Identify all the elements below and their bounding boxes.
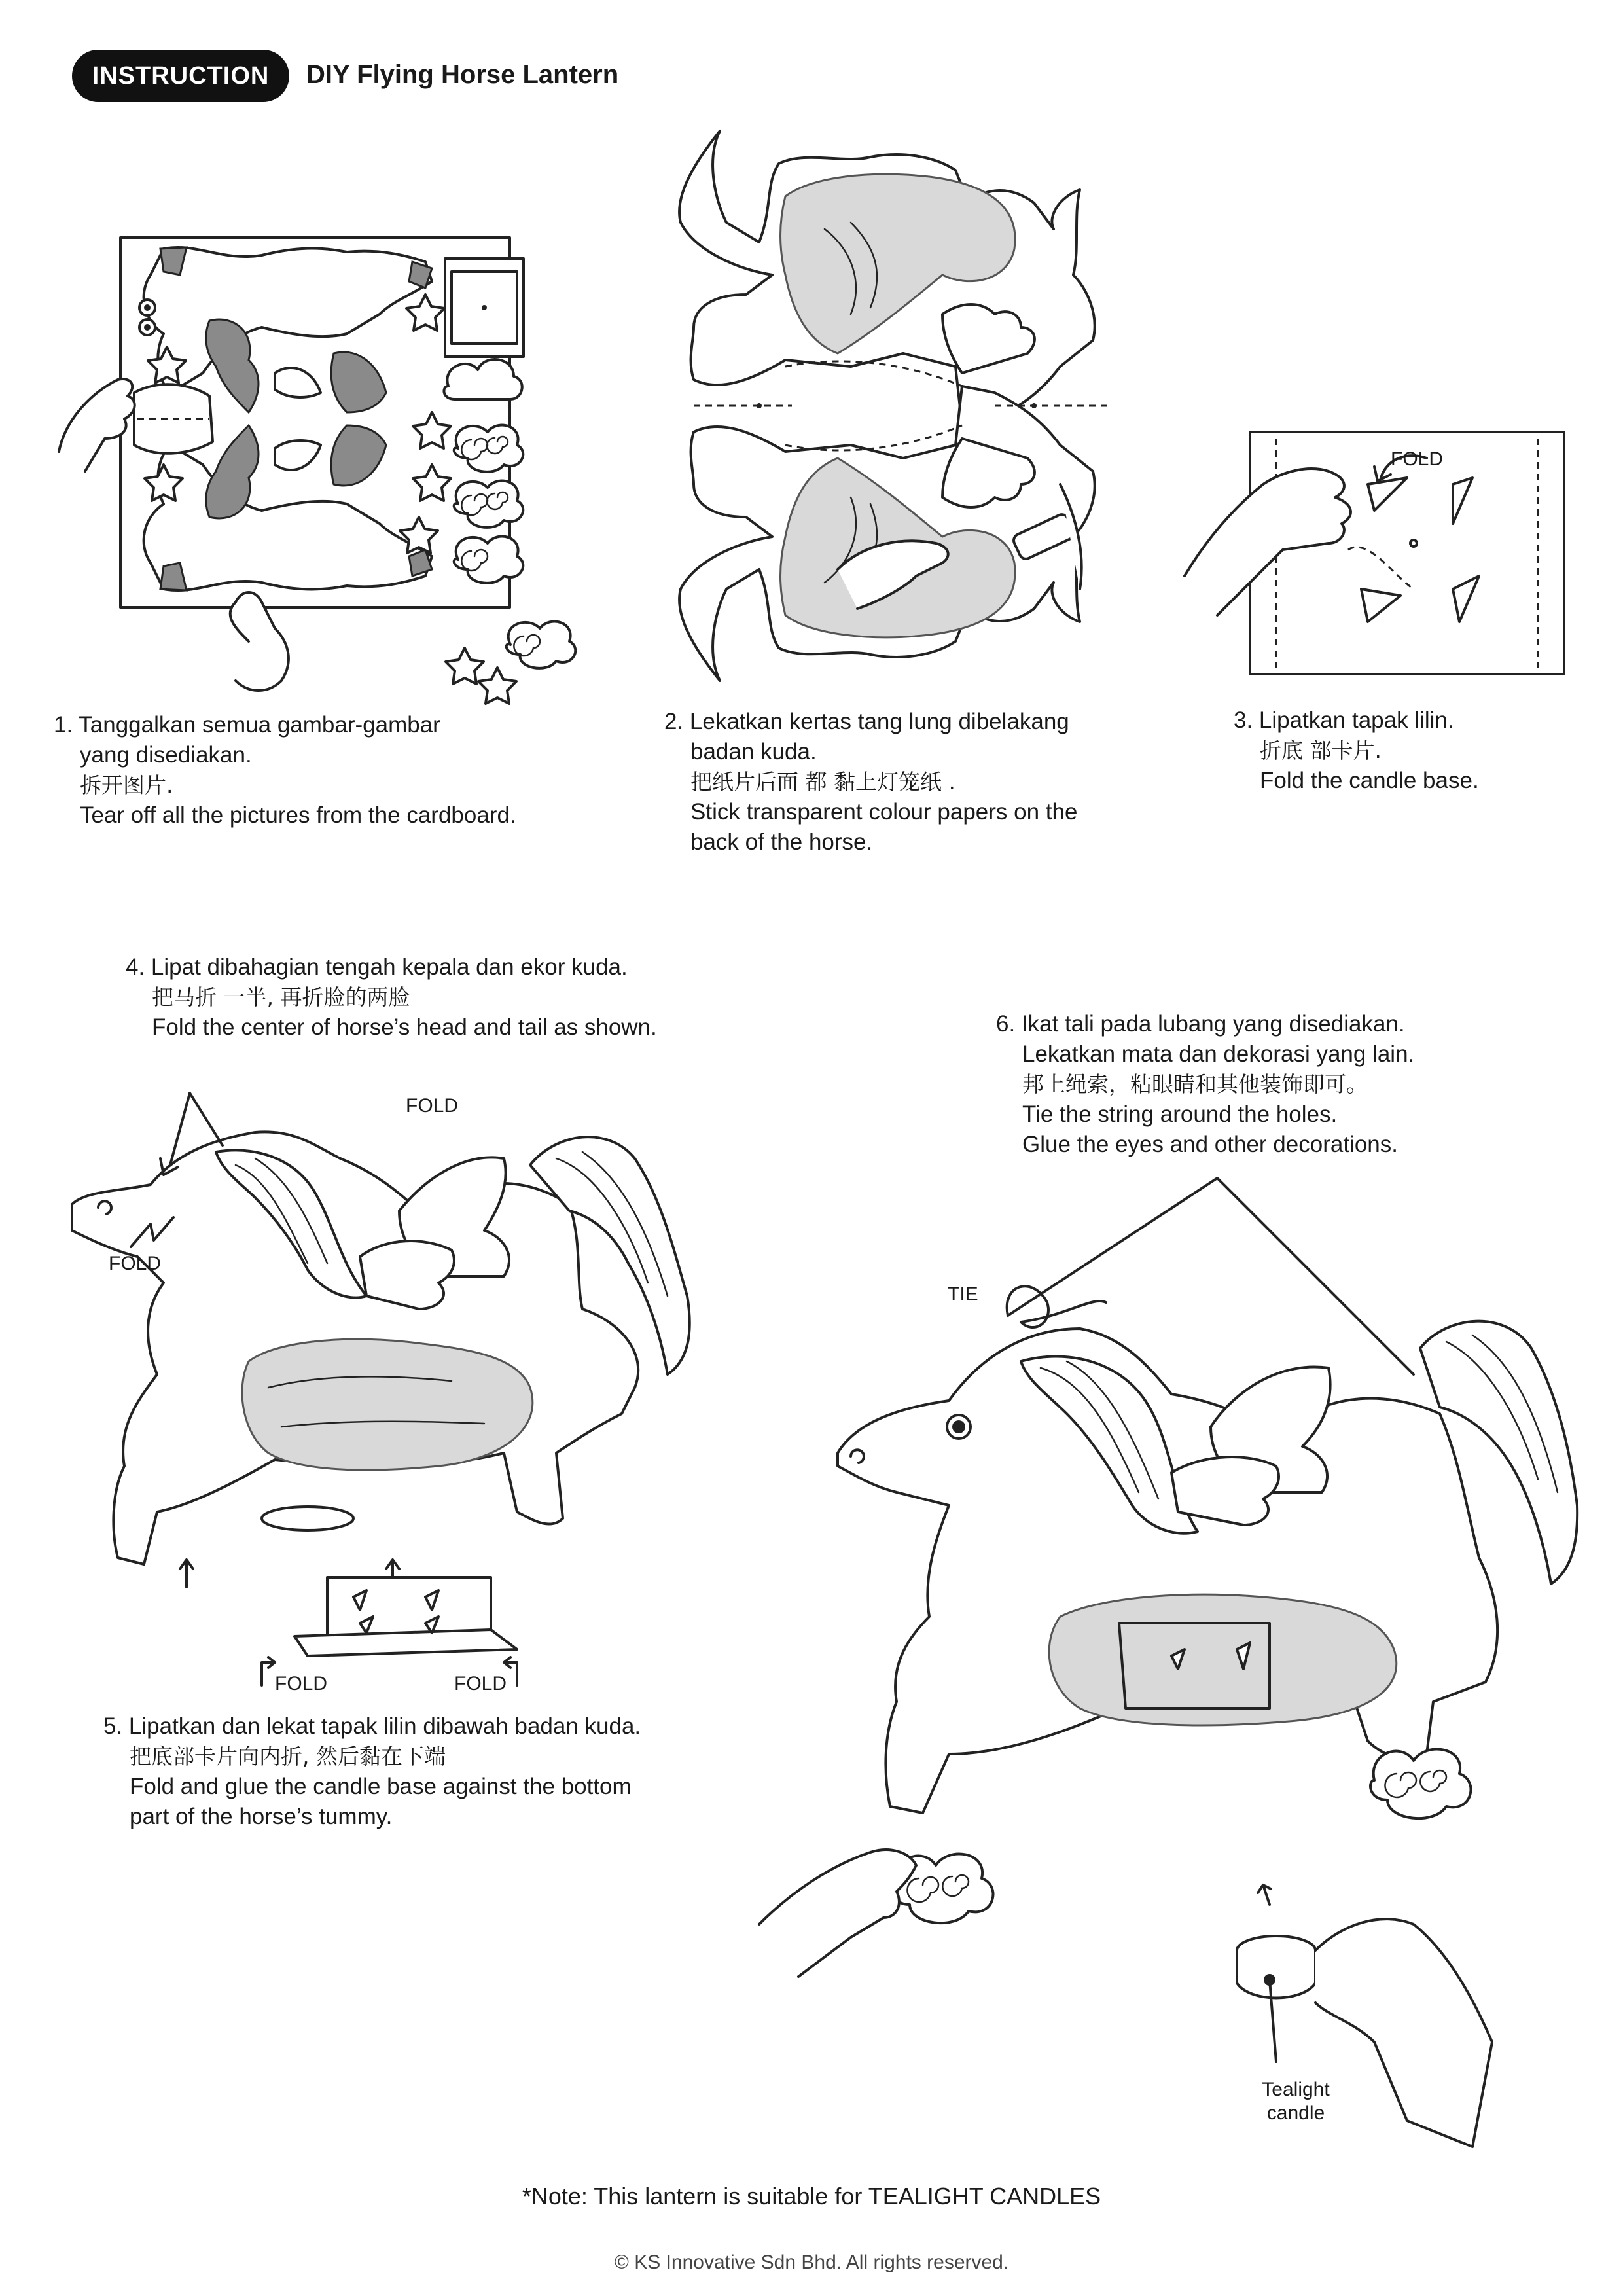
step-2-line: 2. Lekatkan kertas tang lung dibelakang — [664, 709, 1069, 734]
fold-label-base-right: FOLD — [454, 1673, 507, 1695]
step-6-line: Glue the eyes and other decorations. — [1022, 1132, 1398, 1157]
step-1-line-cn: 拆开图片. — [80, 772, 173, 798]
step-5-line: 5. Lipatkan dan lekat tapak lilin dibawah badan kuda. — [103, 1713, 641, 1739]
step-2-line: back of the horse. — [690, 829, 873, 855]
step-6-text — [996, 1009, 1414, 1160]
step-3-line: 3. Lipatkan tapak lilin. — [1234, 708, 1454, 733]
step-1-line: Tear off all the pictures from the cardboard. — [80, 802, 516, 828]
step-3-text — [1234, 706, 1479, 796]
step-6-line: Tie the string around the holes. — [1022, 1102, 1338, 1127]
step-6-line-cn: 邦上绳索，粘眼睛和其他装饰即可。 — [1022, 1071, 1368, 1097]
step-3-line-cn: 折底 部卡片. — [1260, 738, 1382, 763]
illustration-step-2 — [654, 118, 1152, 694]
step-1-line: 1. Tanggalkan semua gambar-gambar — [54, 712, 440, 738]
page-title: DIY Flying Horse Lantern — [306, 60, 619, 89]
step-4-line: Fold the center of horse’s head and tail as shown. — [152, 1014, 657, 1040]
step-2-text — [664, 707, 1077, 857]
tie-label: TIE — [948, 1283, 978, 1305]
copyright: © KS Innovative Sdn Bhd. All rights reserved. — [614, 2251, 1009, 2273]
step-5-line: Fold and glue the candle base against the bottom — [130, 1774, 632, 1799]
fold-label-step-3: FOLD — [1391, 448, 1444, 470]
tealight-note: *Note: This lantern is suitable for TEALIGHT CANDLES — [522, 2183, 1101, 2210]
step-4-line: 4. Lipat dibahagian tengah kepala dan ekor kuda. — [126, 954, 628, 980]
illustration-step-3 — [1178, 419, 1597, 694]
step-3-line: Fold the candle base. — [1260, 768, 1479, 793]
step-5-line-cn: 把底部卡片向内折, 然后黏在下端 — [130, 1744, 446, 1769]
fold-label-base-left: FOLD — [275, 1673, 328, 1695]
step-4-line-cn: 把马折 一半, 再折脸的两脸 — [152, 984, 410, 1010]
step-5-line: part of the horse’s tummy. — [130, 1804, 393, 1829]
step-6-line: 6. Ikat tali pada lubang yang disediakan. — [996, 1011, 1405, 1037]
step-4-text — [126, 952, 657, 1043]
fold-label-neck: FOLD — [109, 1253, 162, 1274]
step-1-line: yang disediakan. — [80, 742, 252, 768]
step-2-line: Stick transparent colour papers on the — [690, 799, 1078, 825]
fold-label-head: FOLD — [406, 1095, 459, 1117]
step-2-line: badan kuda. — [690, 739, 817, 764]
tealight-label — [1243, 2078, 1348, 2125]
step-5-text — [103, 1712, 641, 1832]
tealight-label-line-2: candle — [1266, 2102, 1325, 2124]
illustration-step-4-5 — [59, 1060, 726, 1676]
illustration-step-6 — [753, 1165, 1577, 2160]
step-2-line-cn: 把纸片后面 都 黏上灯笼纸 . — [690, 769, 955, 795]
step-1-text — [54, 710, 516, 831]
step-6-line: Lekatkan mata dan dekorasi yang lain. — [1022, 1041, 1415, 1067]
instruction-badge: INSTRUCTION — [72, 50, 289, 102]
illustration-step-1 — [39, 223, 589, 707]
tealight-label-line-1: Tealight — [1262, 2079, 1330, 2100]
